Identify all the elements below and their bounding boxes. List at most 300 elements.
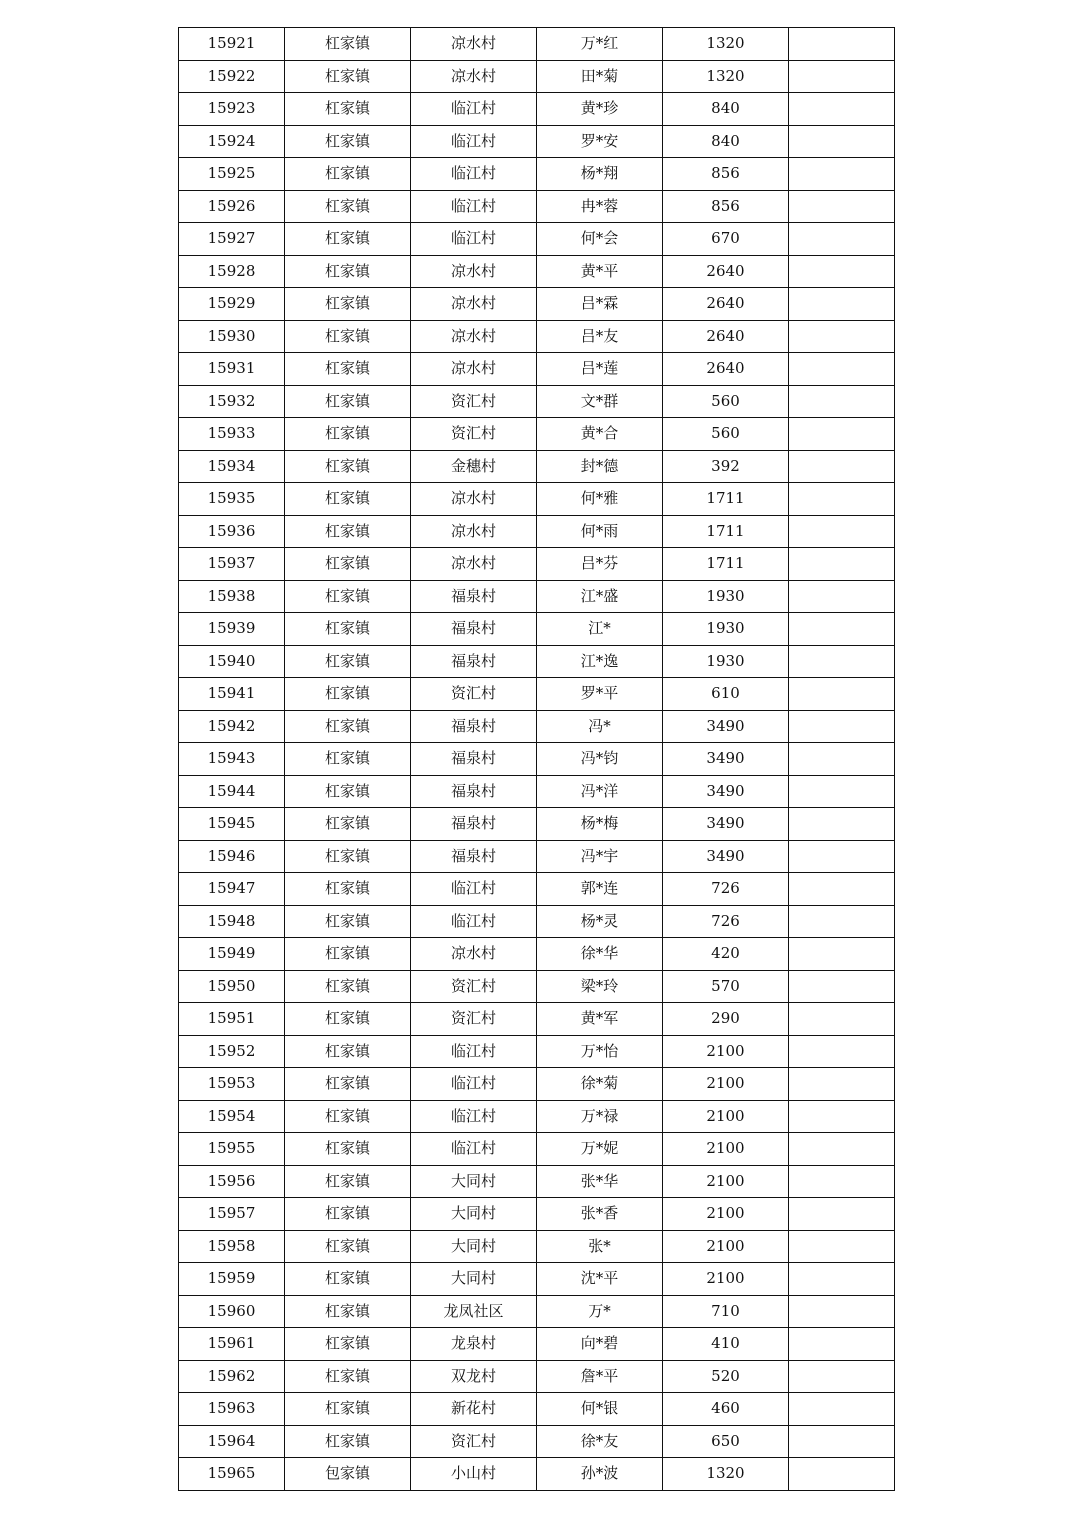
name-cell: 田*菊 <box>537 60 663 93</box>
amount-cell: 560 <box>663 385 789 418</box>
remark-cell <box>789 1133 895 1166</box>
town-cell: 杠家镇 <box>285 1035 411 1068</box>
table-body <box>179 28 895 1491</box>
town-cell: 杠家镇 <box>285 840 411 873</box>
town-cell: 杠家镇 <box>285 515 411 548</box>
name-cell: 徐*华 <box>537 938 663 971</box>
serial-number-cell: 15964 <box>179 1425 285 1458</box>
table-row <box>179 515 895 548</box>
name-cell: 杨*灵 <box>537 905 663 938</box>
village-cell: 凉水村 <box>411 60 537 93</box>
serial-number-cell: 15956 <box>179 1165 285 1198</box>
village-cell: 龙泉村 <box>411 1328 537 1361</box>
table-row <box>179 678 895 711</box>
remark-cell <box>789 1295 895 1328</box>
village-cell: 临江村 <box>411 190 537 223</box>
amount-cell: 2640 <box>663 288 789 321</box>
serial-number-cell: 15962 <box>179 1360 285 1393</box>
amount-cell: 840 <box>663 93 789 126</box>
remark-cell <box>789 1425 895 1458</box>
serial-number-cell: 15944 <box>179 775 285 808</box>
village-cell: 临江村 <box>411 1068 537 1101</box>
amount-cell: 610 <box>663 678 789 711</box>
village-cell: 新花村 <box>411 1393 537 1426</box>
amount-cell: 726 <box>663 905 789 938</box>
amount-cell: 2100 <box>663 1035 789 1068</box>
remark-cell <box>789 353 895 386</box>
name-cell: 冉*蓉 <box>537 190 663 223</box>
serial-number-cell: 15927 <box>179 223 285 256</box>
name-cell: 杨*翔 <box>537 158 663 191</box>
serial-number-cell: 15952 <box>179 1035 285 1068</box>
remark-cell <box>789 1263 895 1296</box>
name-cell: 黄*平 <box>537 255 663 288</box>
remark-cell <box>789 1360 895 1393</box>
table-row <box>179 450 895 483</box>
table-row <box>179 320 895 353</box>
serial-number-cell: 15963 <box>179 1393 285 1426</box>
village-cell: 金穗村 <box>411 450 537 483</box>
serial-number-cell: 15951 <box>179 1003 285 1036</box>
serial-number-cell: 15923 <box>179 93 285 126</box>
table-row <box>179 1263 895 1296</box>
data-table <box>178 27 895 1491</box>
table-row <box>179 645 895 678</box>
amount-cell: 2100 <box>663 1230 789 1263</box>
town-cell: 杠家镇 <box>285 288 411 321</box>
village-cell: 临江村 <box>411 93 537 126</box>
amount-cell: 2100 <box>663 1100 789 1133</box>
table-row <box>179 840 895 873</box>
amount-cell: 1320 <box>663 1458 789 1491</box>
table-row <box>179 710 895 743</box>
table-row <box>179 775 895 808</box>
amount-cell: 560 <box>663 418 789 451</box>
amount-cell: 1320 <box>663 60 789 93</box>
village-cell: 福泉村 <box>411 645 537 678</box>
remark-cell <box>789 678 895 711</box>
table-row <box>179 808 895 841</box>
town-cell: 杠家镇 <box>285 190 411 223</box>
town-cell: 杠家镇 <box>285 1263 411 1296</box>
town-cell: 杠家镇 <box>285 483 411 516</box>
amount-cell: 2100 <box>663 1133 789 1166</box>
town-cell: 杠家镇 <box>285 645 411 678</box>
name-cell: 吕*芬 <box>537 548 663 581</box>
village-cell: 福泉村 <box>411 580 537 613</box>
serial-number-cell: 15959 <box>179 1263 285 1296</box>
town-cell: 杠家镇 <box>285 60 411 93</box>
serial-number-cell: 15931 <box>179 353 285 386</box>
amount-cell: 856 <box>663 190 789 223</box>
amount-cell: 1930 <box>663 645 789 678</box>
village-cell: 临江村 <box>411 905 537 938</box>
remark-cell <box>789 1003 895 1036</box>
village-cell: 凉水村 <box>411 320 537 353</box>
amount-cell: 3490 <box>663 840 789 873</box>
town-cell: 杠家镇 <box>285 1198 411 1231</box>
serial-number-cell: 15928 <box>179 255 285 288</box>
table-row <box>179 905 895 938</box>
village-cell: 凉水村 <box>411 938 537 971</box>
name-cell: 郭*连 <box>537 873 663 906</box>
remark-cell <box>789 1100 895 1133</box>
remark-cell <box>789 970 895 1003</box>
remark-cell <box>789 775 895 808</box>
village-cell: 福泉村 <box>411 613 537 646</box>
town-cell: 杠家镇 <box>285 1295 411 1328</box>
village-cell: 资汇村 <box>411 1003 537 1036</box>
name-cell: 万*红 <box>537 28 663 61</box>
table-row <box>179 743 895 776</box>
table-row <box>179 873 895 906</box>
name-cell: 张*华 <box>537 1165 663 1198</box>
table-row <box>179 1100 895 1133</box>
village-cell: 大同村 <box>411 1165 537 1198</box>
village-cell: 临江村 <box>411 1133 537 1166</box>
town-cell: 杠家镇 <box>285 1003 411 1036</box>
town-cell: 杠家镇 <box>285 158 411 191</box>
name-cell: 文*群 <box>537 385 663 418</box>
table-row <box>179 483 895 516</box>
name-cell: 何*银 <box>537 1393 663 1426</box>
amount-cell: 1711 <box>663 483 789 516</box>
remark-cell <box>789 840 895 873</box>
name-cell: 吕*友 <box>537 320 663 353</box>
town-cell: 杠家镇 <box>285 255 411 288</box>
name-cell: 张*香 <box>537 1198 663 1231</box>
remark-cell <box>789 1198 895 1231</box>
town-cell: 杠家镇 <box>285 320 411 353</box>
town-cell: 包家镇 <box>285 1458 411 1491</box>
name-cell: 冯*宇 <box>537 840 663 873</box>
remark-cell <box>789 905 895 938</box>
town-cell: 杠家镇 <box>285 548 411 581</box>
serial-number-cell: 15945 <box>179 808 285 841</box>
remark-cell <box>789 1458 895 1491</box>
table-row <box>179 1458 895 1491</box>
town-cell: 杠家镇 <box>285 775 411 808</box>
amount-cell: 2100 <box>663 1198 789 1231</box>
amount-cell: 3490 <box>663 710 789 743</box>
village-cell: 小山村 <box>411 1458 537 1491</box>
table-row <box>179 288 895 321</box>
village-cell: 临江村 <box>411 1100 537 1133</box>
village-cell: 凉水村 <box>411 548 537 581</box>
amount-cell: 1930 <box>663 580 789 613</box>
amount-cell: 2640 <box>663 353 789 386</box>
town-cell: 杠家镇 <box>285 385 411 418</box>
amount-cell: 1711 <box>663 515 789 548</box>
serial-number-cell: 15932 <box>179 385 285 418</box>
amount-cell: 3490 <box>663 775 789 808</box>
remark-cell <box>789 190 895 223</box>
village-cell: 凉水村 <box>411 255 537 288</box>
amount-cell: 392 <box>663 450 789 483</box>
village-cell: 福泉村 <box>411 840 537 873</box>
town-cell: 杠家镇 <box>285 808 411 841</box>
name-cell: 孙*波 <box>537 1458 663 1491</box>
village-cell: 福泉村 <box>411 775 537 808</box>
village-cell: 福泉村 <box>411 710 537 743</box>
village-cell: 凉水村 <box>411 353 537 386</box>
village-cell: 大同村 <box>411 1230 537 1263</box>
remark-cell <box>789 613 895 646</box>
name-cell: 万* <box>537 1295 663 1328</box>
amount-cell: 570 <box>663 970 789 1003</box>
town-cell: 杠家镇 <box>285 905 411 938</box>
town-cell: 杠家镇 <box>285 1328 411 1361</box>
village-cell: 凉水村 <box>411 288 537 321</box>
name-cell: 杨*梅 <box>537 808 663 841</box>
remark-cell <box>789 808 895 841</box>
village-cell: 双龙村 <box>411 1360 537 1393</box>
serial-number-cell: 15938 <box>179 580 285 613</box>
town-cell: 杠家镇 <box>285 1425 411 1458</box>
village-cell: 凉水村 <box>411 28 537 61</box>
serial-number-cell: 15942 <box>179 710 285 743</box>
amount-cell: 2100 <box>663 1263 789 1296</box>
town-cell: 杠家镇 <box>285 1393 411 1426</box>
name-cell: 何*雨 <box>537 515 663 548</box>
serial-number-cell: 15965 <box>179 1458 285 1491</box>
amount-cell: 2640 <box>663 320 789 353</box>
remark-cell <box>789 938 895 971</box>
town-cell: 杠家镇 <box>285 1068 411 1101</box>
town-cell: 杠家镇 <box>285 938 411 971</box>
table-row <box>179 60 895 93</box>
amount-cell: 856 <box>663 158 789 191</box>
amount-cell: 3490 <box>663 808 789 841</box>
name-cell: 徐*菊 <box>537 1068 663 1101</box>
serial-number-cell: 15950 <box>179 970 285 1003</box>
serial-number-cell: 15960 <box>179 1295 285 1328</box>
town-cell: 杠家镇 <box>285 613 411 646</box>
serial-number-cell: 15924 <box>179 125 285 158</box>
name-cell: 冯*钧 <box>537 743 663 776</box>
amount-cell: 650 <box>663 1425 789 1458</box>
table-row <box>179 1198 895 1231</box>
remark-cell <box>789 1068 895 1101</box>
amount-cell: 460 <box>663 1393 789 1426</box>
remark-cell <box>789 580 895 613</box>
name-cell: 吕*霖 <box>537 288 663 321</box>
name-cell: 江*盛 <box>537 580 663 613</box>
name-cell: 黄*军 <box>537 1003 663 1036</box>
town-cell: 杠家镇 <box>285 678 411 711</box>
remark-cell <box>789 1328 895 1361</box>
serial-number-cell: 15957 <box>179 1198 285 1231</box>
remark-cell <box>789 158 895 191</box>
amount-cell: 520 <box>663 1360 789 1393</box>
table-row <box>179 385 895 418</box>
table-row <box>179 1360 895 1393</box>
table-row <box>179 353 895 386</box>
amount-cell: 2100 <box>663 1068 789 1101</box>
village-cell: 临江村 <box>411 158 537 191</box>
village-cell: 临江村 <box>411 1035 537 1068</box>
serial-number-cell: 15948 <box>179 905 285 938</box>
name-cell: 江*逸 <box>537 645 663 678</box>
amount-cell: 2100 <box>663 1165 789 1198</box>
name-cell: 黄*合 <box>537 418 663 451</box>
remark-cell <box>789 320 895 353</box>
amount-cell: 670 <box>663 223 789 256</box>
village-cell: 福泉村 <box>411 743 537 776</box>
town-cell: 杠家镇 <box>285 970 411 1003</box>
village-cell: 临江村 <box>411 873 537 906</box>
serial-number-cell: 15958 <box>179 1230 285 1263</box>
amount-cell: 840 <box>663 125 789 158</box>
serial-number-cell: 15939 <box>179 613 285 646</box>
town-cell: 杠家镇 <box>285 223 411 256</box>
serial-number-cell: 15941 <box>179 678 285 711</box>
remark-cell <box>789 418 895 451</box>
serial-number-cell: 15926 <box>179 190 285 223</box>
amount-cell: 1930 <box>663 613 789 646</box>
table-row <box>179 548 895 581</box>
serial-number-cell: 15921 <box>179 28 285 61</box>
town-cell: 杠家镇 <box>285 710 411 743</box>
name-cell: 冯*洋 <box>537 775 663 808</box>
table-row <box>179 158 895 191</box>
table-row <box>179 1230 895 1263</box>
name-cell: 黄*珍 <box>537 93 663 126</box>
table-row <box>179 970 895 1003</box>
town-cell: 杠家镇 <box>285 125 411 158</box>
table-row <box>179 1295 895 1328</box>
remark-cell <box>789 385 895 418</box>
name-cell: 何*会 <box>537 223 663 256</box>
table-row <box>179 1328 895 1361</box>
town-cell: 杠家镇 <box>285 1100 411 1133</box>
name-cell: 何*雅 <box>537 483 663 516</box>
remark-cell <box>789 255 895 288</box>
amount-cell: 1711 <box>663 548 789 581</box>
table-row <box>179 938 895 971</box>
table-row <box>179 28 895 61</box>
amount-cell: 726 <box>663 873 789 906</box>
village-cell: 资汇村 <box>411 385 537 418</box>
remark-cell <box>789 93 895 126</box>
remark-cell <box>789 1035 895 1068</box>
town-cell: 杠家镇 <box>285 1165 411 1198</box>
village-cell: 资汇村 <box>411 970 537 1003</box>
name-cell: 江* <box>537 613 663 646</box>
remark-cell <box>789 743 895 776</box>
name-cell: 罗*平 <box>537 678 663 711</box>
remark-cell <box>789 1230 895 1263</box>
table-row <box>179 418 895 451</box>
village-cell: 大同村 <box>411 1198 537 1231</box>
remark-cell <box>789 483 895 516</box>
name-cell: 徐*友 <box>537 1425 663 1458</box>
serial-number-cell: 15935 <box>179 483 285 516</box>
name-cell: 万*妮 <box>537 1133 663 1166</box>
remark-cell <box>789 1393 895 1426</box>
amount-cell: 410 <box>663 1328 789 1361</box>
remark-cell <box>789 873 895 906</box>
remark-cell <box>789 125 895 158</box>
serial-number-cell: 15943 <box>179 743 285 776</box>
table-row <box>179 1165 895 1198</box>
amount-cell: 1320 <box>663 28 789 61</box>
table-row <box>179 223 895 256</box>
serial-number-cell: 15936 <box>179 515 285 548</box>
town-cell: 杠家镇 <box>285 93 411 126</box>
serial-number-cell: 15937 <box>179 548 285 581</box>
table-row <box>179 580 895 613</box>
name-cell: 冯* <box>537 710 663 743</box>
town-cell: 杠家镇 <box>285 1133 411 1166</box>
serial-number-cell: 15925 <box>179 158 285 191</box>
name-cell: 向*碧 <box>537 1328 663 1361</box>
name-cell: 沈*平 <box>537 1263 663 1296</box>
amount-cell: 3490 <box>663 743 789 776</box>
remark-cell <box>789 288 895 321</box>
name-cell: 张* <box>537 1230 663 1263</box>
village-cell: 临江村 <box>411 223 537 256</box>
serial-number-cell: 15955 <box>179 1133 285 1166</box>
town-cell: 杠家镇 <box>285 743 411 776</box>
serial-number-cell: 15949 <box>179 938 285 971</box>
serial-number-cell: 15947 <box>179 873 285 906</box>
table-row <box>179 1133 895 1166</box>
village-cell: 临江村 <box>411 125 537 158</box>
amount-cell: 2640 <box>663 255 789 288</box>
remark-cell <box>789 710 895 743</box>
name-cell: 封*德 <box>537 450 663 483</box>
table-row <box>179 613 895 646</box>
village-cell: 资汇村 <box>411 418 537 451</box>
table-row <box>179 255 895 288</box>
remark-cell <box>789 645 895 678</box>
serial-number-cell: 15934 <box>179 450 285 483</box>
remark-cell <box>789 548 895 581</box>
name-cell: 万*禄 <box>537 1100 663 1133</box>
town-cell: 杠家镇 <box>285 450 411 483</box>
table-row <box>179 1035 895 1068</box>
serial-number-cell: 15946 <box>179 840 285 873</box>
serial-number-cell: 15961 <box>179 1328 285 1361</box>
village-cell: 大同村 <box>411 1263 537 1296</box>
town-cell: 杠家镇 <box>285 1230 411 1263</box>
name-cell: 万*怡 <box>537 1035 663 1068</box>
table-row <box>179 190 895 223</box>
name-cell: 梁*玲 <box>537 970 663 1003</box>
town-cell: 杠家镇 <box>285 28 411 61</box>
serial-number-cell: 15933 <box>179 418 285 451</box>
serial-number-cell: 15940 <box>179 645 285 678</box>
table-row <box>179 1068 895 1101</box>
serial-number-cell: 15922 <box>179 60 285 93</box>
village-cell: 龙凤社区 <box>411 1295 537 1328</box>
remark-cell <box>789 1165 895 1198</box>
table-row <box>179 93 895 126</box>
village-cell: 福泉村 <box>411 808 537 841</box>
remark-cell <box>789 223 895 256</box>
name-cell: 詹*平 <box>537 1360 663 1393</box>
village-cell: 资汇村 <box>411 678 537 711</box>
town-cell: 杠家镇 <box>285 580 411 613</box>
name-cell: 吕*莲 <box>537 353 663 386</box>
remark-cell <box>789 60 895 93</box>
table-row <box>179 1393 895 1426</box>
table-row <box>179 1425 895 1458</box>
remark-cell <box>789 450 895 483</box>
table-row <box>179 1003 895 1036</box>
village-cell: 凉水村 <box>411 483 537 516</box>
